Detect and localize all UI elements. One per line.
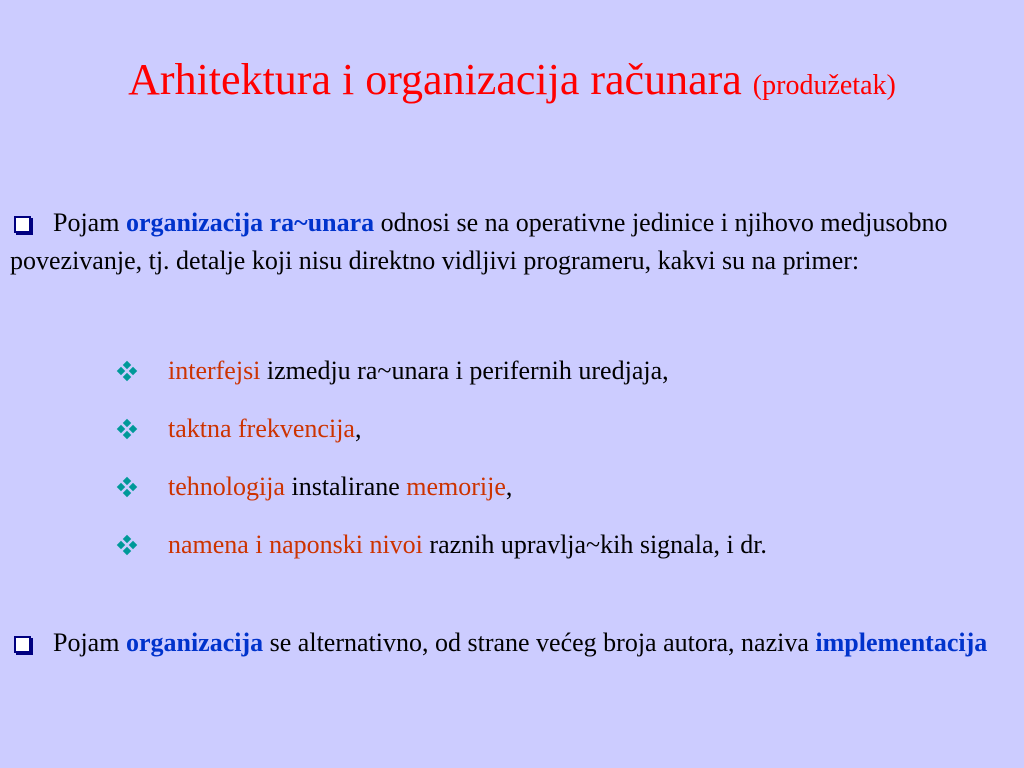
paragraph-implementation bbox=[10, 624, 1010, 662]
list-item bbox=[116, 352, 1016, 390]
list-item-highlight: taktna frekvencija bbox=[168, 414, 355, 443]
paragraph2-after: se alternativno, od strane većeg broja autora, naziva bbox=[269, 628, 809, 657]
diamond-bullet-icon bbox=[116, 361, 138, 381]
list-item-text-end: , bbox=[505, 472, 513, 501]
examples-list bbox=[116, 352, 1016, 584]
list-item-highlight: namena i naponski nivoi bbox=[168, 530, 423, 559]
paragraph-organization-definition bbox=[10, 204, 1010, 280]
diamond-bullet-icon bbox=[116, 419, 138, 439]
paragraph2-keyword: organizacija bbox=[125, 628, 264, 657]
diamond-bullet-icon bbox=[116, 535, 138, 555]
list-item-text: , bbox=[354, 414, 362, 443]
slide-title bbox=[0, 52, 1024, 114]
list-item-text: raznih upravlja~kih signala, i dr. bbox=[422, 530, 767, 559]
paragraph1-keyword: organizacija ra~unara bbox=[125, 208, 375, 237]
slide-title-sub: (produžetak) bbox=[752, 70, 896, 101]
diamond-bullet-icon bbox=[116, 477, 138, 497]
list-item-text: instalirane bbox=[284, 472, 407, 501]
square-bullet-icon bbox=[14, 216, 31, 233]
square-bullet-icon bbox=[14, 636, 31, 653]
paragraph1-after: odnosi se na operativne jedinice i njihovo medjusobno povezivanje, tj. detalje koji nisu direktno vidljivi programeru, kakvi su na primer: bbox=[10, 208, 948, 275]
paragraph2-before: Pojam bbox=[53, 628, 120, 657]
list-item-highlight: tehnologija bbox=[168, 472, 285, 501]
paragraph1-before: Pojam bbox=[53, 208, 120, 237]
list-item bbox=[116, 410, 1016, 448]
list-item-highlight: interfejsi bbox=[168, 356, 261, 385]
list-item bbox=[116, 468, 1016, 506]
slide-title-main: Arhitektura i organizacija računara bbox=[128, 55, 742, 104]
list-item bbox=[116, 526, 1016, 564]
paragraph2-keyword-2: implementacija bbox=[815, 628, 988, 657]
list-item-text: izmedju ra~unara i perifernih uredjaja, bbox=[260, 356, 669, 385]
list-item-highlight-2: memorije bbox=[406, 472, 506, 501]
